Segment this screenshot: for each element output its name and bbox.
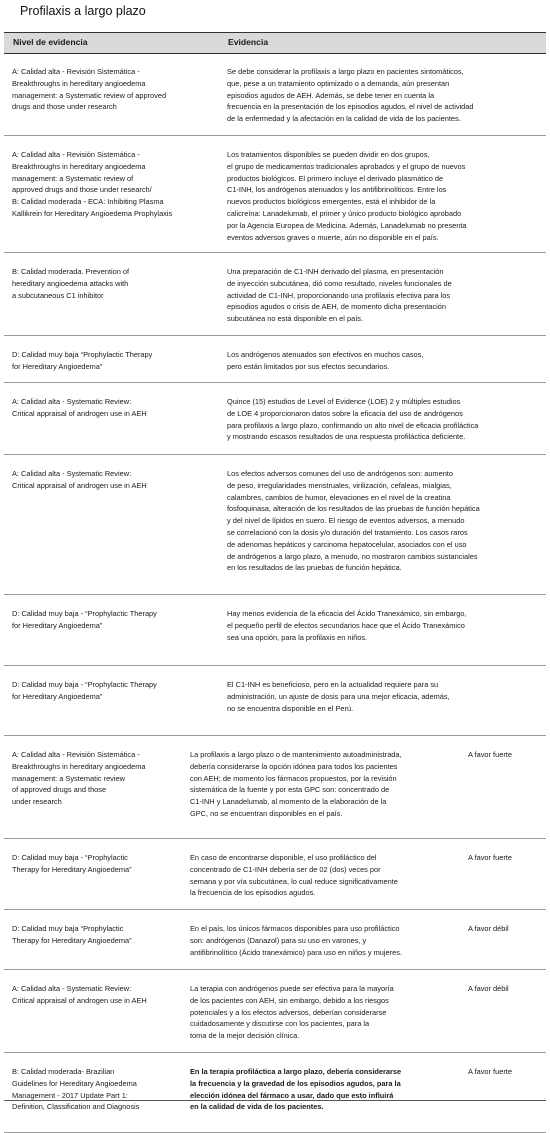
- evidence-text-line: y del nivel de lípidos en suero. El riesgo de eventos adversos, a menudo: [227, 516, 465, 526]
- evidence-text-line: subcutánea no está disponible en el país.: [227, 314, 364, 324]
- evidence-text-line: la frecuencia y la gravedad de los episodios agudos, para la: [190, 1078, 401, 1088]
- evidence-text-line: C1-INH y Lanadelumab, al momento de la elaboración de la: [190, 797, 387, 807]
- evidence-text: [190, 923, 460, 958]
- evidence-level-line: Kallikrein for Hereditary Angioedema Prophylaxis: [12, 208, 173, 218]
- evidence-level-line: D: Calidad muy baja “Prophylactic: [12, 924, 124, 933]
- evidence-text-line: de LOE 4 proporcionaron datos sobre la eficacia del uso de andrógenos: [227, 408, 463, 418]
- evidence-text-line: actividad de C1-INH, proporcionando una profilaxis efectiva para los: [227, 290, 451, 300]
- evidence-level: [12, 149, 202, 220]
- evidence-text-line: para profilaxis a largo plazo, confirmando un alto nivel de eficacia profiláctica: [227, 420, 479, 430]
- evidence-level-line: Critical appraisal of androgen use in AEH: [12, 480, 147, 490]
- evidence-text-line: Quince (15) estudios de Level of Evidence (LOE) 2 y múltiples estudios: [227, 397, 461, 406]
- evidence-level-line: A: Calidad alta - Systematic Review:: [12, 397, 132, 406]
- evidence-text-line: Se debe considerar la profilaxis a largo plazo en pacientes sintomáticos,: [227, 67, 464, 76]
- evidence-text-line: de andrógenos a largo plazo, a menudo, no mostraron cambios sustanciales: [227, 551, 478, 561]
- table-row: [4, 970, 546, 1053]
- evidence-text-line: de adenomas hepáticos y carcinoma hepatocelular, asociados con el uso: [227, 539, 467, 549]
- evidence-level-line: A: Calidad alta - Revisión Sistemática -: [12, 150, 140, 159]
- evidence-text-line: En la terapia profiláctica a largo plazo, debería considerarse: [190, 1067, 402, 1076]
- evidence-text-line: el pequeño perfil de efectos secundarios hace que el Ácido Tranexámico: [227, 620, 465, 630]
- evidence-level-line: B: Calidad moderada - ECA: Inhibiting Plasma: [12, 197, 164, 207]
- evidence-level-line: for Hereditary Angioedema”: [12, 361, 103, 371]
- evidence-text-line: C1-INH, los andrógenos atenuados y los antifibrinolíticos. Entre los: [227, 185, 447, 195]
- table-row: [4, 53, 546, 136]
- evidence-level-line: hereditary angioedema attacks with: [12, 278, 129, 288]
- evidence-text-line: no se encuentra disponible en el Perú.: [227, 703, 354, 713]
- evidence-text-line: Los efectos adversos comunes del uso de andrógenos son: aumento: [227, 469, 453, 478]
- evidence-level-line: approved drugs and those under research/: [12, 185, 152, 195]
- table-row: [4, 910, 546, 970]
- evidence-text: [227, 66, 519, 125]
- evidence-text: [190, 852, 460, 899]
- evidence-level-line: management: a Systematic review of: [12, 173, 134, 183]
- table-row: [4, 383, 546, 455]
- recommendation-strength: A favor débil: [468, 984, 509, 993]
- evidence-level-line: Therapy for Hereditary Angioedema”: [12, 935, 132, 945]
- table-row: [4, 336, 546, 383]
- table-row: [4, 595, 546, 666]
- evidence-text-line: sistemática de la fuente y por esta GPC son: concentrado de: [190, 785, 390, 795]
- evidence-level-line: D: Calidad muy baja “Prophylactic Therapy: [12, 350, 153, 359]
- evidence-text-line: y mostrando escasos resultados de una respuesta profiláctica deficiente.: [227, 432, 466, 442]
- evidence-level-line: B: Calidad moderada. Prevention of: [12, 267, 130, 276]
- evidence-text-line: fosfoquinasa, alteración de los resultados de las pruebas de función hepática: [227, 504, 480, 514]
- evidence-level: [12, 396, 202, 420]
- evidence-level: [12, 266, 202, 301]
- evidence-text: [190, 1066, 460, 1113]
- evidence-text-line: Una preparación de C1-INH derivado del plasma, en presentación: [227, 267, 444, 276]
- page-title: Profilaxis a largo plazo: [20, 4, 146, 18]
- evidence-text: [190, 749, 460, 820]
- evidence-level-line: under research: [12, 797, 62, 807]
- evidence-text: [227, 149, 519, 243]
- table-row: [4, 455, 546, 595]
- evidence-text-line: Los andrógenos atenuados son efectivos en muchos casos,: [227, 350, 424, 359]
- table-body: [4, 53, 546, 1133]
- evidence-text-line: elección idónea del fármaco a usar, dado que esto influirá: [190, 1090, 394, 1100]
- evidence-text-line: toma de la mejor decisión clínica.: [190, 1031, 300, 1041]
- evidence-text-line: pero están limitados por sus efectos secundarios.: [227, 361, 390, 371]
- evidence-level-line: Breakthroughs in hereditary angioedema: [12, 161, 146, 171]
- evidence-text-line: eventos adversos graves o muerte, aún no disponible en el país.: [227, 232, 439, 242]
- evidence-text: [227, 608, 519, 643]
- evidence-text-line: calambres, cambios de humor, elevaciones en el nivel de la creatina: [227, 492, 451, 502]
- evidence-text-line: episodios agudos de AEH. Además, se debe tener en cuenta la: [227, 90, 435, 100]
- table-row: [4, 736, 546, 839]
- evidence-text-line: de peso, irregularidades menstruales, virilización, cefaleas, mialgias,: [227, 480, 452, 490]
- evidence-level: [12, 679, 202, 703]
- evidence-text-line: son: andrógenos (Danazol) para su uso en varones, y: [190, 935, 367, 945]
- recommendation-strength: A favor fuerte: [468, 853, 512, 862]
- evidence-level: [12, 1066, 190, 1113]
- evidence-level-line: A: Calidad alta - Revisión Sistemática -: [12, 67, 140, 76]
- evidence-text-line: En caso de encontrarse disponible, el uso profiláctico del: [190, 853, 377, 862]
- evidence-text: [227, 468, 519, 574]
- evidence-text-line: administración, un ajuste de dosis para una mejor eficacia, además,: [227, 691, 450, 701]
- evidence-text-line: calicreína: Lanadelumab, el primer y único producto biológico aprobado: [227, 208, 462, 218]
- evidence-level-line: D: Calidad muy baja - “Prophylactic Therapy: [12, 680, 157, 689]
- evidence-level-line: Breakthroughs in hereditary angioedema: [12, 761, 146, 771]
- evidence-text-line: en los resultados de las pruebas de función hepática.: [227, 563, 402, 573]
- evidence-level-line: of approved drugs and those: [12, 785, 107, 795]
- table-header: [4, 32, 546, 54]
- evidence-text-line: debería considerarse la opción idónea para todos los pacientes: [190, 761, 398, 771]
- header-level: Nivel de evidencia: [13, 37, 88, 47]
- recommendation-strength: A favor débil: [468, 924, 509, 933]
- evidence-text-line: con AEH; de momento los fármacos propuestos, por la revisión: [190, 773, 397, 783]
- evidence-level-line: Management - 2017 Update Part 1:: [12, 1090, 128, 1100]
- evidence-level-line: management: a Systematic review: [12, 773, 125, 783]
- evidence-level-line: Guidelines for Hereditary Angioedema: [12, 1078, 137, 1088]
- evidence-text-line: frecuencia en la presentación de los episodios agudos, el nivel de actividad: [227, 102, 474, 112]
- table-row: [4, 839, 546, 910]
- evidence-text-line: de inyección subcutánea, dió como resultado, niveles funcionales de: [227, 278, 452, 288]
- header-evidence: Evidencia: [228, 37, 269, 47]
- evidence-level-line: A: Calidad alta - Revisión Sistemática -: [12, 750, 140, 759]
- bottom-divider: [4, 1100, 546, 1101]
- evidence-text-line: En el país, los únicos fármacos disponibles para uso profiláctico: [190, 924, 400, 933]
- evidence-level-line: Critical appraisal of androgen use in AEH: [12, 408, 147, 418]
- table-row: [4, 253, 546, 336]
- evidence-text-line: La terapia con andrógenos puede ser efectiva para la mayoría: [190, 984, 394, 993]
- recommendation-strength: A favor fuerte: [468, 750, 512, 759]
- table-row: [4, 136, 546, 253]
- evidence-level-line: D: Calidad muy baja - “Prophylactic: [12, 853, 128, 862]
- evidence-level-line: drugs and those under research: [12, 102, 117, 112]
- evidence-level-line: Therapy for Hereditary Angioedema”: [12, 864, 132, 874]
- evidence-text-line: concentrado de C1-INH debería ser de 02 (dos) veces por: [190, 864, 381, 874]
- evidence-text-line: cuidadosamente y discutirse con los pacientes, para la: [190, 1019, 370, 1029]
- evidence-text: [190, 983, 460, 1042]
- evidence-text: [227, 349, 519, 373]
- evidence-level-line: B: Calidad moderada- Brazilian: [12, 1067, 115, 1076]
- evidence-level: [12, 852, 190, 876]
- table-row: [4, 666, 546, 736]
- evidence-text-line: potenciales y a los efectos adversos, deberían considerarse: [190, 1007, 387, 1017]
- evidence-text: [227, 266, 519, 325]
- evidence-text-line: Los tratamientos disponibles se pueden dividir en dos grupos,: [227, 150, 430, 159]
- evidence-level: [12, 608, 202, 632]
- evidence-text-line: el grupo de medicamentos tradicionales aprobados y el grupo de nuevos: [227, 161, 466, 171]
- evidence-text-line: La profilaxis a largo plazo o de mantenimiento autoadministrada,: [190, 750, 402, 759]
- evidence-level: [12, 749, 190, 808]
- evidence-text-line: productos biológicos. El primero incluye el derivado plasmático de: [227, 173, 444, 183]
- evidence-level: [12, 66, 202, 113]
- evidence-text-line: de los pacientes con AEH, sin embargo, debido a los riesgos: [190, 995, 389, 1005]
- evidence-level-line: for Hereditary Angioedema”: [12, 620, 103, 630]
- evidence-level: [12, 923, 190, 947]
- evidence-text-line: la frecuencia de los episodios agudos.: [190, 888, 316, 898]
- evidence-level-line: for Hereditary Angioedema”: [12, 691, 103, 701]
- evidence-text-line: sea una opción, para la profilaxis en niños.: [227, 632, 368, 642]
- evidence-level: [12, 349, 202, 373]
- evidence-level: [12, 983, 190, 1007]
- evidence-text-line: semana y por vía subcutánea, lo cual reduce significativamente: [190, 876, 398, 886]
- evidence-level-line: Definition, Classification and Diagnosis: [12, 1102, 140, 1112]
- evidence-level: [12, 468, 202, 492]
- evidence-text: [227, 679, 519, 714]
- evidence-level-line: Breakthroughs in hereditary angioedema: [12, 78, 146, 88]
- evidence-level-line: management: a Systematic review of approved: [12, 90, 167, 100]
- evidence-level-line: Critical appraisal of androgen use in AEH: [12, 995, 147, 1005]
- evidence-text-line: de la enfermedad y la afectación en la calidad de vida de los pacientes.: [227, 114, 461, 124]
- evidence-level-line: a subcutaneous C1 inhibitor: [12, 290, 104, 300]
- evidence-text-line: episodios agudos o crisis de AEH, de momento dicha presentación: [227, 302, 446, 312]
- evidence-level-line: D: Calidad muy baja - “Prophylactic Therapy: [12, 609, 157, 618]
- evidence-text-line: Hay menos evidencia de la eficacia del Ácido Tranexámico, sin embargo,: [227, 609, 467, 618]
- evidence-text-line: GPC, no se encuentran disponibles en el país.: [190, 808, 343, 818]
- evidence-text-line: nuevos productos biológicos emergentes, está el inhibidor de la: [227, 197, 436, 207]
- evidence-text-line: que, pese a un tratamiento optimizado o a demanda, aún presentan: [227, 78, 450, 88]
- evidence-level-line: A: Calidad alta - Systematic Review:: [12, 984, 132, 993]
- evidence-text-line: en la calidad de vida de los pacientes.: [190, 1102, 324, 1112]
- table-row: [4, 1053, 546, 1133]
- recommendation-strength: A favor fuerte: [468, 1067, 512, 1076]
- evidence-text-line: El C1-INH es beneficioso, pero en la actualidad requiere para su: [227, 680, 439, 689]
- evidence-text: [227, 396, 519, 443]
- evidence-text-line: se correlacionó con la dosis y/o duración del tratamiento. Los casos raros: [227, 527, 468, 537]
- evidence-text-line: por la Agencia Europea de Medicina. Además, Lanadelumab no presenta: [227, 220, 467, 230]
- evidence-level-line: A: Calidad alta - Systematic Review:: [12, 469, 132, 478]
- evidence-text-line: antifibrinolítico (Ácido tranexámico) para uso en niños y mujeres.: [190, 947, 402, 957]
